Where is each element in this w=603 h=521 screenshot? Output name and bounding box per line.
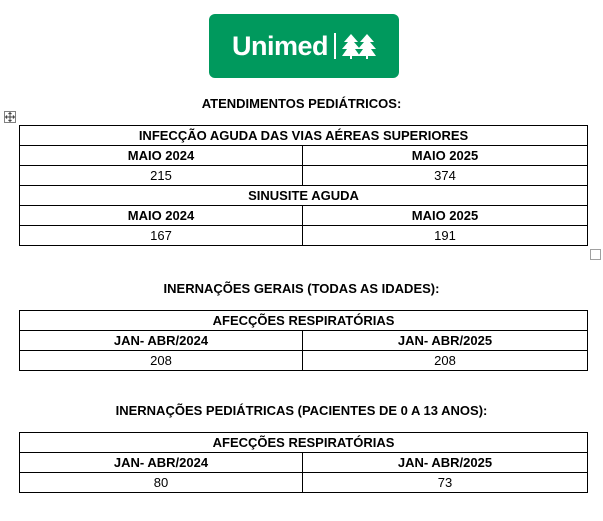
value-cell[interactable]: 208 — [303, 351, 588, 371]
table-internacoes-gerais — [19, 310, 588, 371]
table-internacoes-pediatricas — [19, 432, 588, 493]
table-row — [20, 226, 588, 246]
column-header-cell[interactable]: MAIO 2024 — [20, 206, 303, 226]
value-cell[interactable]: 167 — [20, 226, 303, 246]
table-move-handle[interactable] — [4, 111, 16, 123]
unimed-logo — [209, 14, 399, 78]
column-header-cell[interactable]: MAIO 2025 — [303, 206, 588, 226]
move-icon — [5, 112, 15, 122]
table-row — [20, 311, 588, 331]
table-row — [20, 453, 588, 473]
value-cell[interactable]: 73 — [303, 473, 588, 493]
table-atendimentos-pediatricos — [19, 125, 588, 246]
column-header-cell[interactable]: JAN- ABR/2024 — [20, 453, 303, 473]
value-cell[interactable]: 191 — [303, 226, 588, 246]
value-cell[interactable]: 215 — [20, 166, 303, 186]
table-row — [20, 433, 588, 453]
value-cell[interactable]: 208 — [20, 351, 303, 371]
table-header-cell[interactable]: AFECÇÕES RESPIRATÓRIAS — [20, 433, 588, 453]
column-header-cell[interactable]: JAN- ABR/2024 — [20, 331, 303, 351]
table-header-cell[interactable]: AFECÇÕES RESPIRATÓRIAS — [20, 311, 588, 331]
table-row — [20, 146, 588, 166]
table-row — [20, 351, 588, 371]
table-row — [20, 186, 588, 206]
table-header-cell[interactable]: SINUSITE AGUDA — [20, 186, 588, 206]
table-header-cell[interactable]: INFECÇÃO AGUDA DAS VIAS AÉREAS SUPERIORES — [20, 126, 588, 146]
column-header-cell[interactable]: MAIO 2025 — [303, 146, 588, 166]
column-header-cell[interactable]: JAN- ABR/2025 — [303, 331, 588, 351]
unimed-tree-icon — [342, 32, 376, 60]
value-cell[interactable]: 80 — [20, 473, 303, 493]
table-row — [20, 331, 588, 351]
section-title-atendimentos: ATENDIMENTOS PEDIÁTRICOS: — [201, 96, 402, 111]
column-header-cell[interactable]: JAN- ABR/2025 — [303, 453, 588, 473]
column-header-cell[interactable]: MAIO 2024 — [20, 146, 303, 166]
table-row — [20, 206, 588, 226]
table-row — [20, 166, 588, 186]
section-title-internacoes-gerais: INERNAÇÕES GERAIS (TODAS AS IDADES): — [163, 281, 440, 296]
value-cell[interactable]: 374 — [303, 166, 588, 186]
table-resize-handle[interactable] — [590, 249, 601, 260]
section-title-internacoes-pediatricas: INERNAÇÕES PEDIÁTRICAS (PACIENTES DE 0 A 13 ANOS): — [115, 403, 488, 418]
logo-divider — [334, 33, 336, 59]
table-row — [20, 473, 588, 493]
table-row — [20, 126, 588, 146]
logo-text: Unimed — [231, 30, 328, 61]
